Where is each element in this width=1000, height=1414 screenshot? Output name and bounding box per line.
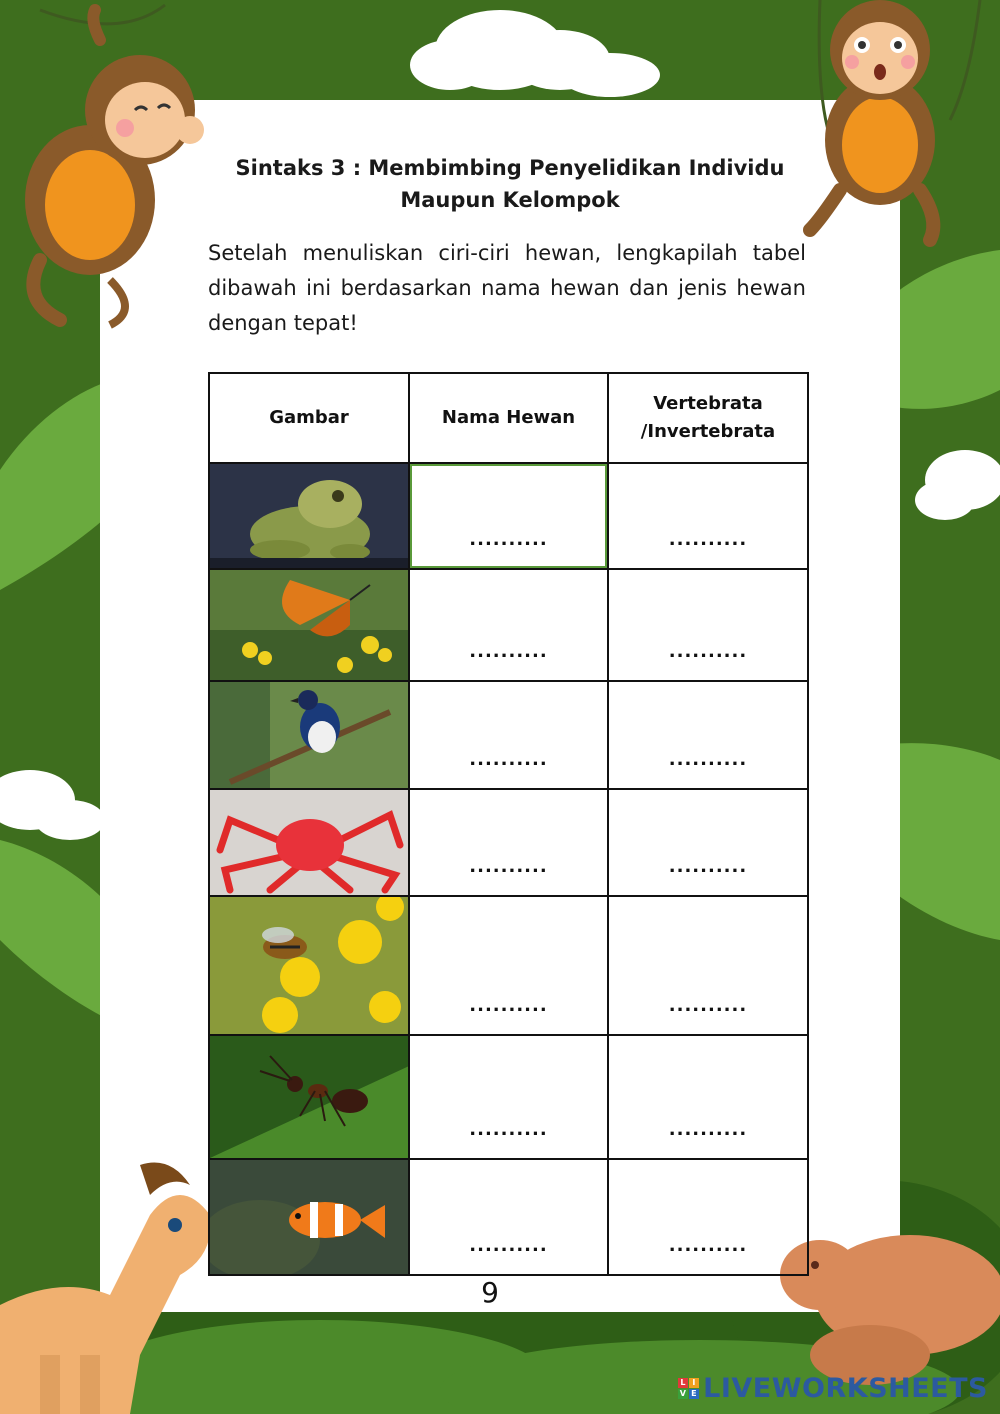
nama-hewan-input-3[interactable]: .......... [409, 681, 608, 789]
table-row [209, 463, 808, 569]
nama-hewan-input-4[interactable]: .......... [409, 789, 608, 896]
header-jenis-line-1: Vertebrata [653, 393, 763, 414]
ant-photo [209, 1035, 409, 1159]
title-line-2: Maupun Kelompok [400, 188, 620, 212]
table-row [209, 681, 808, 789]
jenis-hewan-input-6[interactable]: .......... [608, 1035, 808, 1159]
butterfly-photo [209, 569, 409, 681]
jenis-hewan-input-7[interactable]: .......... [608, 1159, 808, 1275]
jenis-hewan-input-4[interactable]: .......... [608, 789, 808, 896]
table-row [209, 896, 808, 1035]
monkey-left-icon [0, 0, 210, 330]
frog-photo [209, 463, 409, 569]
nama-hewan-input-1[interactable]: .......... [409, 463, 608, 569]
nama-hewan-input-2[interactable]: .......... [409, 569, 608, 681]
jenis-hewan-input-5[interactable]: .......... [608, 896, 808, 1035]
page-title [205, 152, 815, 216]
header-nama-hewan: Nama Hewan [409, 373, 608, 463]
frog-photo-icon [210, 464, 409, 568]
header-jenis-line-2: /Invertebrata [640, 421, 776, 442]
liveworksheets-logo[interactable] [678, 1373, 988, 1404]
header-gambar: Gambar [209, 373, 409, 463]
jenis-hewan-input-2[interactable]: .......... [608, 569, 808, 681]
page-number: 9 [481, 1276, 499, 1309]
monkey-right-icon [780, 0, 1000, 260]
crab-photo-icon [210, 790, 409, 895]
logo-text: LIVEWORKSHEETS [703, 1373, 988, 1404]
clownfish-photo [209, 1159, 409, 1275]
bee-photo [209, 896, 409, 1035]
table-row [209, 1035, 808, 1159]
butterfly-photo-icon [210, 570, 409, 680]
bird-photo [209, 681, 409, 789]
nama-hewan-input-6[interactable]: .......... [409, 1035, 608, 1159]
ant-photo-icon [210, 1036, 409, 1158]
jenis-hewan-input-1[interactable]: .......... [608, 463, 808, 569]
instruction-text: Setelah menuliskan ciri-ciri hewan, lengkapilah tabel dibawah ini berdasarkan nama hewan dan jenis hewan dengan tepat! [208, 241, 806, 335]
animal-table [208, 372, 809, 1276]
logo-badge-icon: L I V E [678, 1378, 699, 1399]
table-row [209, 569, 808, 681]
bird-photo-icon [210, 682, 409, 788]
table-header-row [209, 373, 808, 463]
bee-photo-icon [210, 897, 409, 1034]
table-row [209, 789, 808, 896]
table-row [209, 1159, 808, 1275]
jenis-hewan-input-3[interactable]: .......... [608, 681, 808, 789]
horse-icon [0, 1155, 220, 1414]
crab-photo [209, 789, 409, 896]
title-line-1: Sintaks 3 : Membimbing Penyelidikan Individu [235, 156, 785, 180]
nama-hewan-input-7[interactable]: .......... [409, 1159, 608, 1275]
clownfish-photo-icon [210, 1160, 409, 1274]
nama-hewan-input-5[interactable]: .......... [409, 896, 608, 1035]
header-jenis-hewan [608, 373, 808, 463]
